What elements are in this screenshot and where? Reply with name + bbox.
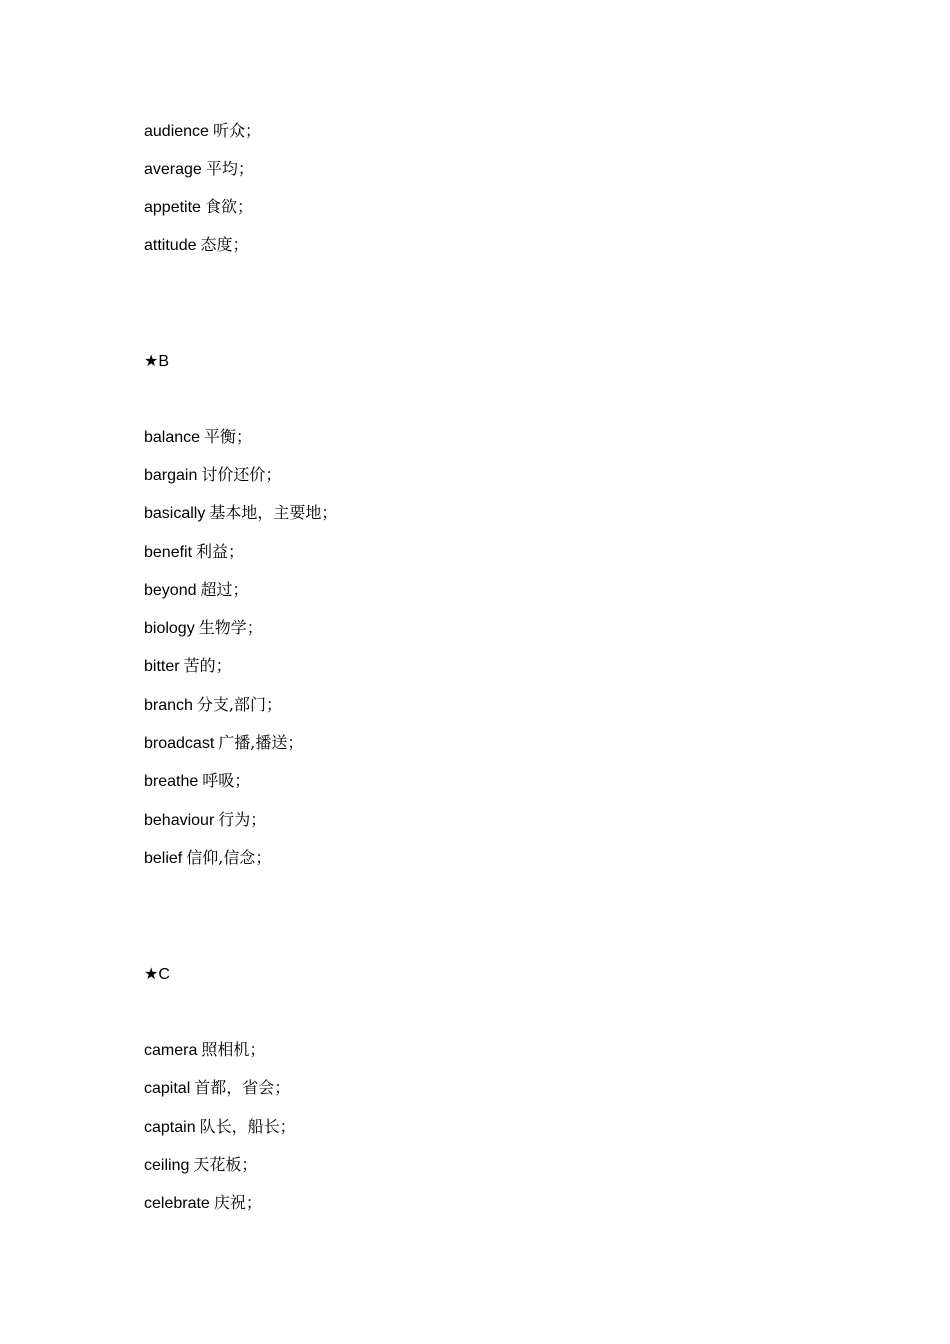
entry-word: average [144,161,202,178]
entry-word: audience [144,123,209,140]
vocab-entry [144,1155,257,1176]
vocab-entry [144,733,303,754]
entry-word: balance [144,429,201,446]
entry-meaning: 苦的； [183,656,232,675]
entry-meaning: 利益； [196,542,245,561]
entry-word: benefit [144,544,193,561]
vocab-entry [144,159,254,180]
vocab-entry [144,121,261,142]
entry-meaning: 态度； [200,235,249,254]
vocab-entry [144,197,253,218]
entry-word: captain [144,1119,196,1136]
entry-word: beyond [144,582,197,599]
entry-meaning: 信仰,信念； [186,848,272,867]
entry-word: belief [144,850,183,867]
entry-meaning: 生物学； [198,618,263,637]
section-heading: ★B [144,353,170,370]
entry-meaning: 超过； [200,580,249,599]
entry-meaning: 平均； [205,159,254,178]
vocab-entry [144,465,281,486]
entry-meaning: 听众； [212,121,261,140]
vocab-entry [144,1117,296,1138]
entry-meaning: 天花板； [193,1155,258,1174]
vocab-entry [144,656,232,677]
vocab-entry [144,1193,262,1214]
entry-word: branch [144,697,193,714]
entry-word: capital [144,1080,191,1097]
entry-word: bitter [144,658,180,675]
entry-word: behaviour [144,812,215,829]
entry-meaning: 庆祝； [213,1193,262,1212]
entry-word: breathe [144,773,199,790]
vocab-entry [144,771,250,792]
entry-meaning: 基本地，主要地； [209,503,338,522]
vocab-entry [144,618,263,639]
entry-word: attitude [144,237,197,254]
entry-word: appetite [144,199,201,216]
entry-meaning: 食欲； [204,197,253,216]
entry-word: bargain [144,467,198,484]
entry-meaning: 广播,播送； [218,733,304,752]
vocab-entry [144,1040,265,1061]
entry-meaning: 分支,部门； [196,695,283,714]
vocab-entry [144,695,282,716]
entry-meaning: 首都，省会； [194,1078,291,1097]
vocab-entry [144,1078,290,1099]
entry-meaning: 队长，船长； [199,1117,296,1136]
vocab-entry [144,810,266,831]
entry-word: biology [144,620,195,637]
vocab-entry [144,848,271,869]
vocab-entry [144,542,244,563]
entry-word: basically [144,505,206,522]
entry-meaning: 讨价还价； [201,465,282,484]
entry-meaning: 行为； [218,810,267,829]
section-heading: ★C [144,966,170,983]
entry-word: celebrate [144,1195,210,1212]
vocab-entry [144,427,252,448]
entry-word: broadcast [144,735,215,752]
vocab-entry [144,235,249,256]
entry-meaning: 平衡； [204,427,253,446]
vocab-entry [144,580,249,601]
entry-word: ceiling [144,1157,190,1174]
vocab-entry [144,503,337,524]
entry-word: camera [144,1042,198,1059]
entry-meaning: 照相机； [201,1040,266,1059]
entry-meaning: 呼吸； [202,771,251,790]
